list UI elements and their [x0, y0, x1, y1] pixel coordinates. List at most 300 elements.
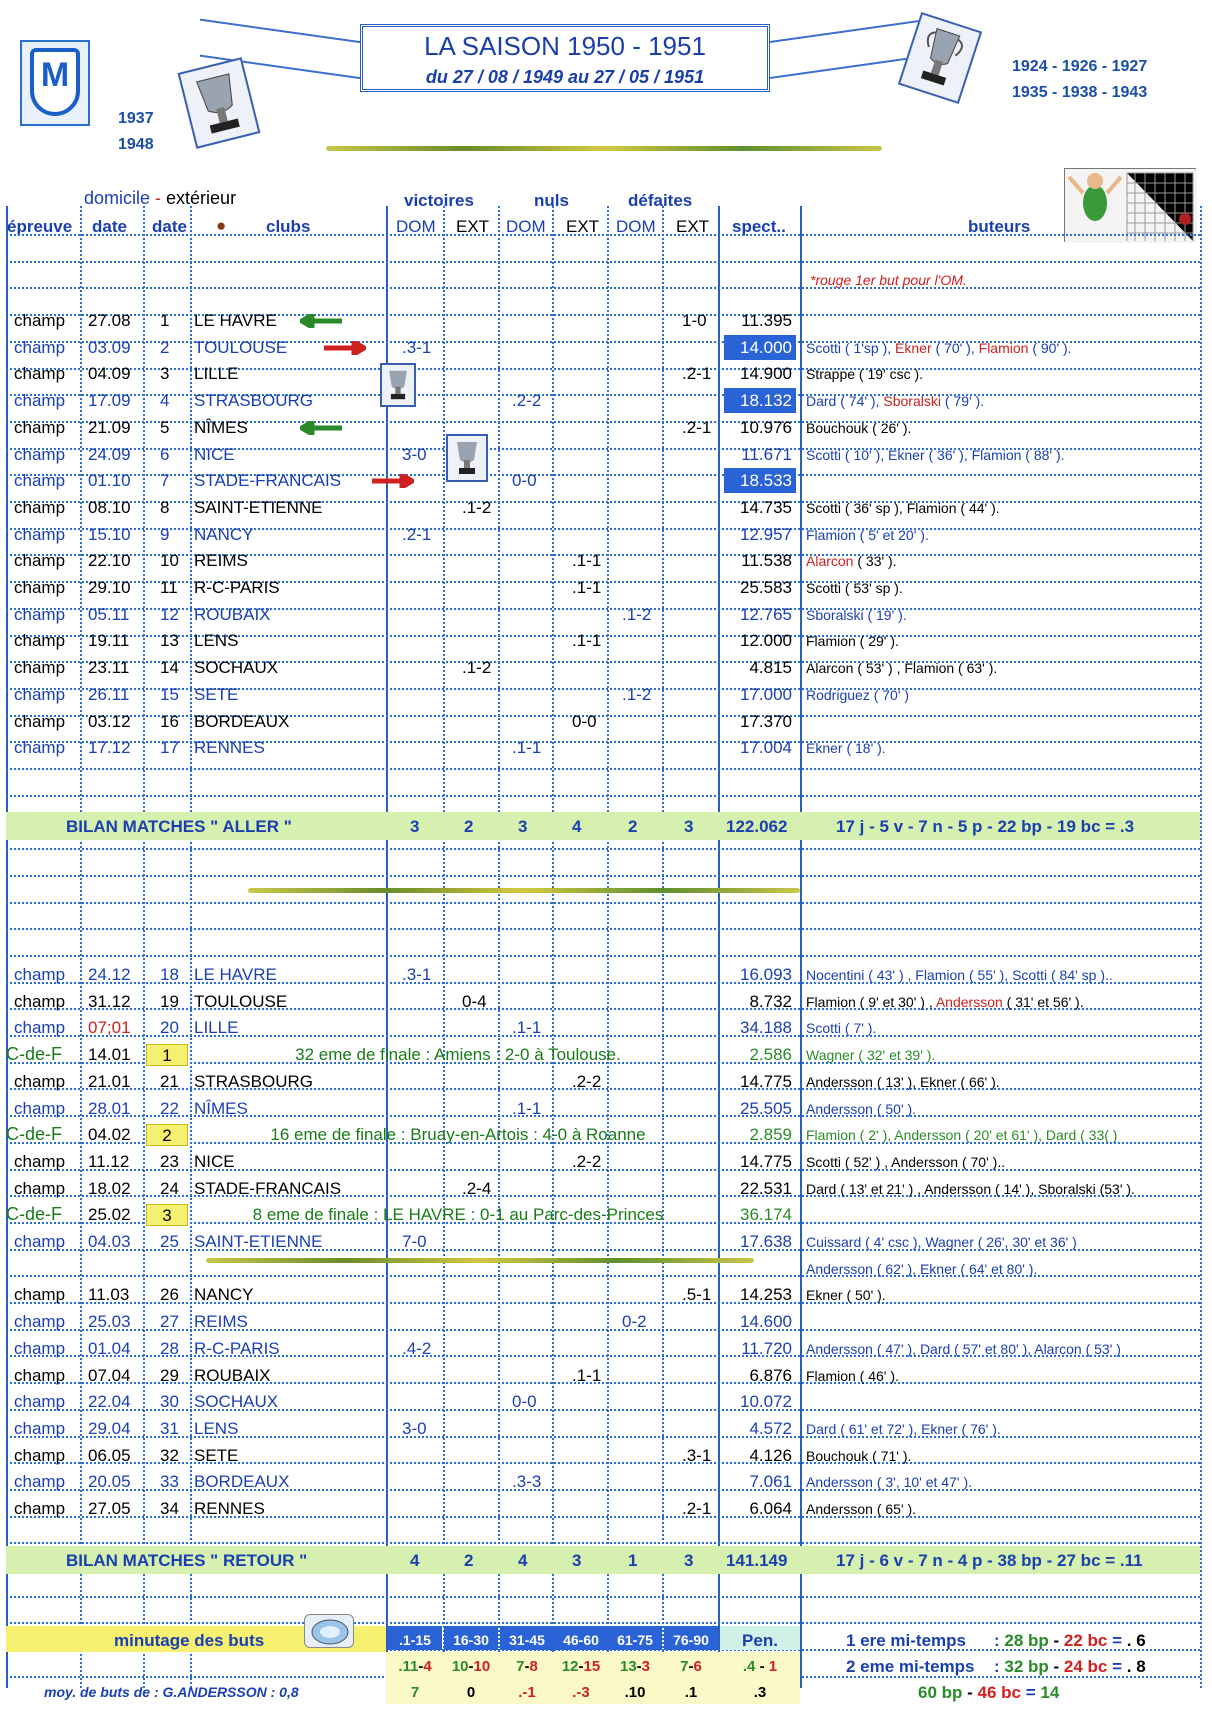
scorer-text: Bouchouk ( 71' ).: [806, 1447, 912, 1464]
bilan-value: 2: [464, 817, 474, 836]
page-subtitle: du 27 / 08 / 1949 au 27 / 05 / 1951: [425, 67, 705, 87]
spectators: 17.638: [740, 1232, 792, 1251]
row-line: [6, 661, 1200, 663]
scorers: [806, 1283, 886, 1308]
row-epreuve: champ: [14, 1445, 66, 1465]
arrow-left-icon: [300, 314, 344, 328]
row-epreuve: champ: [14, 524, 66, 544]
match-result: .4-2: [402, 1338, 432, 1358]
match-result: .1-2: [462, 497, 492, 517]
year-1948: 1948: [118, 136, 154, 153]
row-number: 32: [160, 1445, 179, 1465]
arrow-right-icon: [370, 474, 414, 488]
bilan-value: 3: [572, 1551, 582, 1570]
club-name: BORDEAUX: [194, 711, 290, 731]
scorer-text: Andersson ( 65' ).: [806, 1501, 917, 1517]
row-number: 26: [160, 1285, 179, 1305]
row-number: 13: [160, 631, 179, 651]
spectators: 16.093: [740, 965, 792, 984]
scorer-text: Cuissard ( 4' csc ), Wagner ( 26', 30' et 36' ): [806, 1234, 1077, 1250]
match-result: .3-1: [402, 965, 432, 984]
cup-result: 16 eme de finale : Bruay-en-Artois : 4-0 à Roanne: [270, 1125, 646, 1145]
row-line: [6, 715, 1200, 717]
cup-round-badge: 2: [146, 1124, 188, 1146]
bilan-value: 1: [628, 1551, 638, 1570]
club-name: SOCHAUX: [194, 1392, 279, 1412]
minute-range: 61-75: [617, 1632, 653, 1648]
spectators: 17.370: [740, 711, 792, 731]
cup-result: 32 eme de finale : Amiens : 2-0 à Toulouse.: [295, 1045, 621, 1065]
row-line: [6, 1382, 1200, 1384]
club-name: TOULOUSE: [194, 991, 288, 1011]
row-number: 21: [160, 1071, 179, 1091]
moy-buts: moy. de buts de : G.ANDERSSON : 0,8: [44, 1684, 299, 1700]
scorers: [806, 496, 1000, 521]
row-number: 28: [160, 1338, 179, 1358]
match-result: 7-0: [402, 1232, 427, 1251]
row-date: 31.12: [88, 991, 131, 1011]
match-result: .2-2: [572, 1071, 602, 1091]
row-date: 19.11: [88, 631, 130, 651]
row-date: 24.09: [88, 444, 131, 464]
cup-round-badge: 1: [146, 1044, 188, 1066]
scorer-text: Ekner ( 50' ).: [806, 1287, 886, 1304]
spectators: 18.132: [724, 388, 796, 413]
minute-diff: .1: [684, 1684, 698, 1701]
row-epreuve: champ: [14, 991, 66, 1011]
scorers: [806, 1230, 1077, 1255]
minute-range: 46-60: [563, 1632, 599, 1648]
row-line: [6, 608, 1200, 610]
scorers: [806, 443, 1065, 468]
row-date: 05.11: [88, 604, 130, 624]
scorer-text: Flamion ( 5' et 20' ).: [806, 526, 929, 543]
vict-dom-header: DOM: [396, 217, 436, 236]
row-epreuve: champ: [14, 578, 66, 597]
club-name: RENNES: [194, 738, 265, 758]
spectators: 11.395: [741, 311, 792, 330]
scorer-text: Strappe ( 19' csc ).: [806, 366, 924, 383]
spectators: 14.775: [740, 1151, 792, 1171]
nul-dom-header: DOM: [506, 217, 546, 236]
row-date: 17.09: [88, 391, 131, 411]
scorer-text: Flamion ( 2' ), Andersson ( 20' et 61' ), Dard ( 33( ): [806, 1127, 1118, 1144]
row-number: 12: [160, 604, 179, 624]
minute-range: 31-45: [509, 1632, 545, 1648]
scorer-text: Alarcon ( 53' ) , Flamion ( 63' ).: [806, 660, 998, 677]
club-name: LE HAVRE: [194, 311, 277, 330]
row-date: 20.05: [88, 1472, 131, 1492]
row-epreuve: champ: [14, 1338, 66, 1358]
scorer-text: Scotti ( 7' ).: [806, 1020, 877, 1037]
row-epreuve: champ: [14, 1018, 66, 1038]
scorers: [806, 1016, 876, 1041]
row-number: 29: [160, 1365, 179, 1385]
row-date: 29.10: [88, 578, 131, 597]
bilan-spectators: 141.149: [726, 1551, 788, 1570]
row-line: [6, 234, 1200, 236]
row-number: 2: [160, 337, 170, 357]
arrow-right-icon: [322, 341, 366, 355]
row-line: [6, 1035, 1200, 1037]
scorer-text: Alarcon: [806, 553, 854, 570]
row-line: [6, 368, 1200, 370]
scorers: [806, 416, 911, 441]
row-date: 25.02: [88, 1205, 131, 1225]
row-number: 31: [160, 1418, 179, 1438]
scorer-text: Andersson: [935, 993, 1003, 1010]
match-result: .3-1: [402, 337, 432, 357]
row-epreuve: champ: [14, 471, 66, 491]
spectators: 4.126: [749, 1445, 792, 1465]
match-result: 0-0: [512, 471, 537, 491]
row-date: 22.10: [88, 551, 131, 571]
row-date: 24.12: [88, 965, 131, 984]
row-line: [6, 1169, 1200, 1171]
nuls-header: nuls: [534, 191, 569, 210]
scorer-text: Dard ( 74' ),: [806, 393, 884, 410]
spectators: 14.253: [740, 1285, 792, 1305]
separator-line: [248, 888, 800, 893]
row-number: 22: [160, 1098, 179, 1118]
scorer-text: Sboralski: [883, 393, 941, 410]
row-date: 06.05: [88, 1445, 131, 1465]
arrow-left-icon: [300, 421, 344, 435]
row-line: [6, 314, 1200, 316]
ball-icon: ●: [216, 216, 227, 235]
column-line: [498, 206, 500, 1688]
match-result: 3-0: [402, 444, 427, 464]
row-epreuve: champ: [14, 711, 66, 731]
scorer-text: Sboralski ( 19' ).: [806, 606, 907, 623]
club-name: RENNES: [194, 1499, 265, 1518]
row-line: [6, 635, 1200, 637]
club-name: STRASBOURG: [194, 1071, 314, 1091]
match-result: .1-1: [572, 551, 602, 571]
bilan-label: BILAN MATCHES " RETOUR ": [66, 1551, 308, 1570]
row-number: 6: [160, 444, 170, 464]
row-line: [6, 1302, 1200, 1304]
row-date: 21.01: [88, 1071, 131, 1091]
match-result: 3-0: [402, 1418, 427, 1438]
bilan-value: 3: [518, 817, 528, 836]
club-name: NICE: [194, 1151, 235, 1171]
spectators: 18.533: [724, 468, 796, 493]
scorer-text: ( 90' ).: [1028, 339, 1072, 356]
scorers: [806, 362, 923, 387]
years-right-1: 1924 - 1926 - 1927: [1012, 58, 1148, 75]
club-name: SETE: [194, 1445, 239, 1465]
row-epreuve: C-de-F: [6, 1124, 63, 1145]
row-epreuve: champ: [14, 497, 66, 517]
row-line: [6, 1088, 1200, 1090]
scorer-text: Scotti ( 52' ) , Andersson ( 70' )..: [806, 1153, 1006, 1170]
spectators: 10.976: [740, 417, 792, 437]
spectators: 22.531: [740, 1178, 792, 1198]
scorers: [806, 1497, 916, 1522]
scorers: [806, 1444, 911, 1469]
row-epreuve: champ: [14, 1178, 66, 1198]
scorers: [806, 736, 886, 761]
spectators: 11.671: [741, 444, 792, 464]
mi2-label: 2 eme mi-temps: [846, 1657, 975, 1676]
club-name: NANCY: [194, 1285, 254, 1305]
match-result: .3-3: [512, 1472, 542, 1492]
bilan-value: 3: [684, 1551, 694, 1570]
row-epreuve: C-de-F: [6, 1044, 63, 1065]
row-line: [6, 1409, 1200, 1411]
column-line: [800, 206, 802, 1688]
stopwatch-icon: [304, 1614, 354, 1648]
club-name: SETE: [194, 684, 239, 704]
separator-line: [206, 1258, 754, 1263]
scorer-text: Dard ( 61' et 72' ), Ekner ( 76' ).: [806, 1420, 1001, 1437]
minute-diff: 0: [466, 1684, 476, 1701]
row-number: 34: [160, 1499, 179, 1518]
years-right-2: 1935 - 1938 - 1943: [1012, 84, 1148, 101]
column-line: [443, 206, 445, 1688]
row-line: [6, 1436, 1200, 1438]
row-epreuve: champ: [14, 1312, 66, 1332]
column-line: [718, 206, 720, 1688]
row-number: 23: [160, 1151, 179, 1171]
club-name: SOCHAUX: [194, 658, 279, 678]
match-result: .2-4: [462, 1178, 492, 1198]
club-name: LILLE: [194, 364, 239, 384]
match-result: .2-1: [682, 364, 712, 384]
spectators: 7.061: [749, 1472, 792, 1492]
spectators: 2.859: [749, 1125, 792, 1145]
match-result: .2-2: [572, 1151, 602, 1171]
spectators: 10.072: [740, 1392, 792, 1412]
scorer-text: Scotti ( 36' sp ), Flamion ( 44' ).: [806, 499, 1000, 516]
row-date: 03.12: [88, 711, 131, 731]
match-result: .1-2: [622, 604, 652, 624]
row-line: [6, 581, 1200, 583]
club-name: LE HAVRE: [194, 965, 277, 984]
column-line: [662, 206, 664, 1688]
scorer-text: Flamion: [978, 339, 1029, 356]
om-logo: M: [20, 40, 90, 126]
row-date: 04.02: [88, 1125, 131, 1145]
victoires-header: victoires: [404, 191, 474, 210]
mi1-bp: 28 bp: [1004, 1631, 1049, 1650]
column-line: [143, 206, 145, 1688]
scorers: [806, 1070, 1000, 1095]
row-number: 3: [160, 364, 170, 384]
spectators: 2.586: [749, 1045, 792, 1065]
row-line: [6, 261, 1200, 263]
scorer-text: Rodriguez ( 70' ): [806, 686, 910, 703]
trophy-icon: [380, 363, 416, 407]
row-epreuve: champ: [14, 658, 66, 678]
row-line: [6, 554, 1200, 556]
club-name: NÎMES: [194, 417, 248, 437]
trophy-icon: [178, 57, 261, 149]
club-name: ROUBAIX: [194, 1365, 271, 1385]
club-name: NICE: [194, 444, 235, 464]
scorer-text: Scotti ( 10' ), Ekner ( 36' ), Flamion ( 88' ).: [806, 446, 1065, 463]
spectators: 12.957: [740, 524, 792, 544]
match-result: .2-1: [682, 417, 712, 437]
row-epreuve: champ: [14, 738, 66, 758]
club-name: NANCY: [194, 524, 254, 544]
row-line: [6, 474, 1200, 476]
row-epreuve: champ: [14, 391, 66, 411]
buteurs-header: buteurs: [968, 217, 1031, 236]
row-number: 25: [160, 1232, 179, 1251]
row-line: [6, 1489, 1200, 1491]
scorer-text: Andersson ( 62' ), Ekner ( 64' et 80' ).: [806, 1260, 1038, 1277]
row-line: [6, 795, 1200, 797]
spectators: 12.765: [740, 604, 792, 624]
pen-goals: .4 - 1: [742, 1658, 778, 1675]
row-line: [6, 1596, 1200, 1598]
spectators: 25.505: [740, 1098, 792, 1118]
cup-result: 8 eme de finale : LE HAVRE : 0-1 au Parc-des-Princes: [252, 1205, 664, 1225]
column-line: [190, 206, 192, 1688]
match-result: .1-2: [462, 658, 492, 678]
minute-goals: 10-10: [451, 1658, 491, 1675]
row-date: 27.05: [88, 1499, 131, 1518]
scorers: [806, 1417, 1001, 1442]
spectators: 14.775: [740, 1071, 792, 1091]
row-number: 18: [160, 965, 179, 984]
club-name: TOULOUSE: [194, 337, 288, 357]
match-result: .1-1: [512, 738, 542, 758]
scorers: [806, 963, 1113, 988]
club-name: LILLE: [194, 1018, 239, 1038]
row-date: 04.03: [88, 1232, 131, 1251]
row-line: [6, 501, 1200, 503]
row-epreuve: champ: [14, 684, 66, 704]
row-line: [6, 287, 1200, 289]
club-name: STADE-FRANCAIS: [194, 471, 342, 491]
spectators: 17.000: [740, 684, 792, 704]
nul-ext-header: EXT: [566, 217, 600, 236]
scorer-text: Andersson ( 13' ), Ekner ( 66' ).: [806, 1073, 1000, 1090]
row-epreuve: champ: [14, 1499, 66, 1518]
spectators: 36.174: [740, 1205, 792, 1225]
defaites-header: défaites: [628, 191, 693, 210]
scorer-text: Nocentini ( 43' ) , Flamion ( 55' ), Scotti ( 84' sp )..: [806, 967, 1113, 983]
scorers: [806, 336, 1072, 361]
scorers: [806, 1470, 972, 1495]
match-result: .2-1: [402, 524, 432, 544]
trophy-icon: [446, 434, 488, 482]
scorers: [806, 629, 899, 654]
pen-diff: .3: [753, 1684, 767, 1701]
row-number: 10: [160, 551, 179, 571]
row-epreuve: champ: [14, 337, 66, 357]
mi1-summary: : 28 bp - 22 bc = . 6: [994, 1631, 1146, 1650]
scorer-text: Ekner: [895, 339, 932, 356]
row-epreuve: champ: [14, 1071, 66, 1091]
club-name: ROUBAIX: [194, 604, 271, 624]
minute-goals: 7-6: [680, 1658, 702, 1675]
row-number: 11: [160, 578, 178, 597]
row-date: 04.09: [88, 364, 131, 384]
def-ext-header: EXT: [676, 217, 710, 236]
row-date: 03.09: [88, 337, 131, 357]
bilan-value: 3: [684, 817, 694, 836]
spectators: 11.720: [741, 1338, 792, 1358]
scorers: [806, 656, 997, 681]
spectators: 25.583: [740, 578, 792, 597]
spectators: 6.064: [749, 1499, 792, 1518]
row-number: 7: [160, 471, 170, 491]
row-date: 11.12: [88, 1151, 130, 1171]
club-name: NÎMES: [194, 1098, 248, 1118]
row-epreuve: champ: [14, 1365, 66, 1385]
row-line: [6, 768, 1200, 770]
row-number: 20: [160, 1018, 179, 1038]
row-number: 4: [160, 391, 170, 411]
club-name: STRASBOURG: [194, 391, 314, 411]
row-epreuve: champ: [14, 631, 66, 651]
row-line: [6, 1115, 1200, 1117]
minute-goals: 12-15: [561, 1658, 601, 1675]
row-date: 11.03: [88, 1285, 130, 1305]
spectators: 11.538: [741, 551, 792, 571]
legend: domicile - extérieur: [84, 188, 237, 208]
scorer-text: ( 31' et 56' ).: [1002, 993, 1084, 1010]
row-epreuve: champ: [14, 1151, 66, 1171]
row-number: 27: [160, 1312, 179, 1332]
clubs-header: clubs: [266, 217, 311, 236]
mi2-summary: : 32 bp - 24 bc = . 8: [994, 1657, 1146, 1676]
minute-range: 76-90: [673, 1632, 709, 1648]
club-name: R-C-PARIS: [194, 578, 280, 597]
scorers: [806, 576, 903, 601]
bilan-value: 2: [464, 1551, 474, 1570]
row-epreuve: champ: [14, 364, 66, 384]
club-name: REIMS: [194, 551, 248, 571]
row-date: 27.08: [88, 311, 131, 330]
row-number: 1: [160, 311, 170, 330]
scorer-text: Ekner ( 18' ).: [806, 740, 886, 757]
match-result: 0-2: [622, 1312, 647, 1332]
bilan-value: 2: [628, 817, 638, 836]
minute-range: 16-30: [453, 1632, 489, 1648]
spectators: 14.900: [740, 364, 792, 384]
row-line: [6, 1516, 1200, 1518]
club-name: STADE-FRANCAIS: [194, 1178, 342, 1198]
spectators: 4.815: [749, 658, 792, 678]
spectators: 8.732: [749, 991, 792, 1011]
scorers: [806, 1364, 899, 1389]
scorers: [806, 1123, 1117, 1148]
row-epreuve: champ: [14, 311, 66, 330]
scorers: [806, 1257, 1037, 1282]
row-line: [6, 928, 1200, 930]
bilan-value: 4: [518, 1551, 528, 1570]
row-number: 5: [160, 417, 170, 437]
minute-diff: 7: [410, 1684, 420, 1701]
row-number: 14: [160, 658, 179, 678]
bilan-summary: 17 j - 6 v - 7 n - 4 p - 38 bp - 27 bc = .11: [836, 1551, 1143, 1570]
row-epreuve: champ: [14, 1472, 66, 1492]
bilan-value: 3: [410, 817, 420, 836]
row-number: 19: [160, 991, 179, 1011]
row-number: 30: [160, 1392, 179, 1412]
spectators: 17.004: [740, 738, 792, 758]
row-date: 01.04: [88, 1338, 131, 1358]
row-date: 08.10: [88, 497, 131, 517]
row-line: [6, 1542, 1200, 1544]
club-name: SAINT-ETIENNE: [194, 497, 323, 517]
scorers: [806, 1043, 935, 1068]
